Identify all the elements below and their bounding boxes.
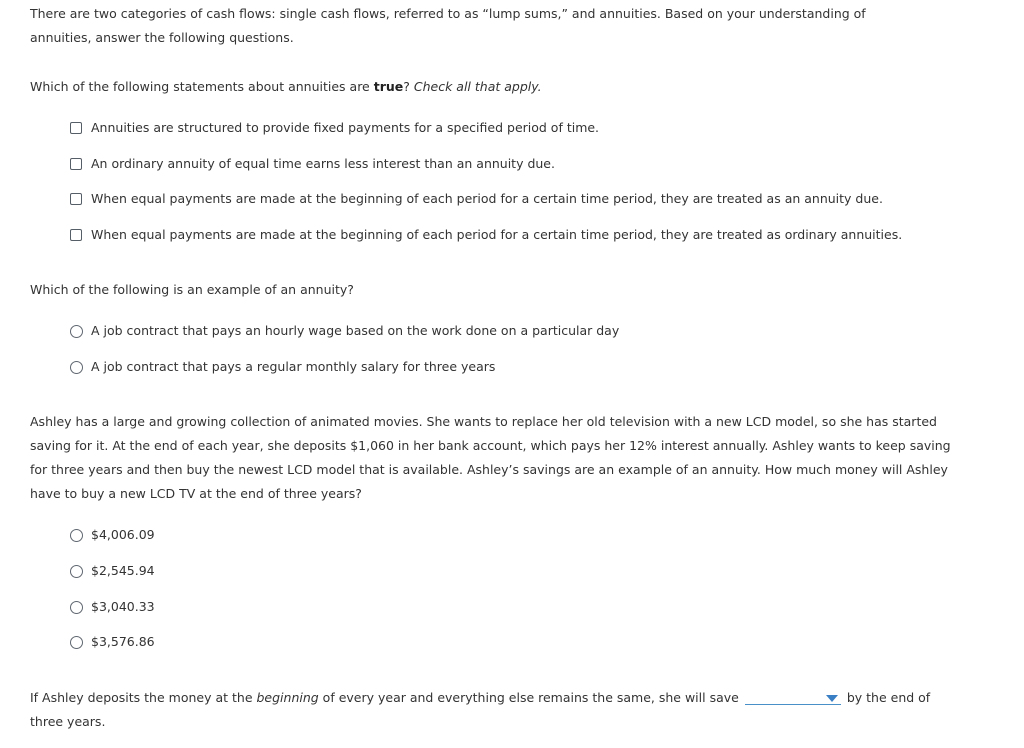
q1-option-2[interactable]: [70, 155, 555, 173]
q2-option-1[interactable]: [70, 322, 619, 340]
q2-prompt: Which of the following is an example of an annuity?: [30, 282, 354, 297]
q4-text-emphasis: beginning: [256, 690, 319, 705]
radio-button[interactable]: [70, 601, 83, 614]
radio-button[interactable]: [70, 325, 83, 338]
checkbox[interactable]: [70, 193, 82, 205]
checkbox[interactable]: [70, 122, 82, 134]
dropdown-arrow-icon[interactable]: [826, 695, 838, 702]
radio-button[interactable]: [70, 636, 83, 649]
q1-prompt: [30, 75, 542, 99]
radio-button[interactable]: [70, 565, 83, 578]
q2-option-2[interactable]: [70, 358, 495, 376]
q1-prompt-bold: true: [373, 79, 404, 94]
radio-button[interactable]: [70, 529, 83, 542]
q4-prompt: [30, 686, 965, 734]
q4-text-end: by the end of three years.: [30, 690, 931, 729]
q3-option-label: $4,006.09: [91, 527, 155, 542]
q3-prompt: Ashley has a large and growing collection of animated movies. She wants to replace her old television with a new LCD model, so she has started saving for it. At the end of each year, she deposits $1,060 in her bank account, which pays her 12% interest annually. Ashley wants to keep saving for three years and then buy the newest LCD model that is available. Ashley’s savings are an example of an annuity. How much money will Ashley have to buy a new LCD TV at the end of three years?: [30, 414, 951, 501]
q4-text-mid: of every year and everything else remains the same, she will save: [318, 690, 739, 705]
q1-prompt-mid: ?: [403, 79, 414, 94]
q1-option-label: When equal payments are made at the beginning of each period for a certain time period, they are treated as an annuity due.: [91, 191, 883, 206]
q3-option-4[interactable]: [70, 633, 155, 651]
q1-option-3[interactable]: [70, 190, 883, 208]
q1-option-label: An ordinary annuity of equal time earns less interest than an annuity due.: [91, 156, 555, 171]
q1-option-1[interactable]: [70, 119, 599, 137]
q4-text-start: If Ashley deposits the money at the: [30, 690, 257, 705]
answer-dropdown[interactable]: [745, 690, 841, 705]
q2-option-label: A job contract that pays an hourly wage based on the work done on a particular day: [91, 323, 620, 338]
q3-option-1[interactable]: [70, 526, 155, 544]
q1-prompt-start: Which of the following statements about annuities are: [30, 79, 374, 94]
radio-button[interactable]: [70, 361, 83, 374]
q3-option-3[interactable]: [70, 598, 155, 616]
checkbox[interactable]: [70, 158, 82, 170]
intro-text: There are two categories of cash flows: single cash flows, referred to as “lump sums,” and annuities. Based on your understanding of annuities, answer the following questions.: [30, 6, 866, 45]
q1-instruction: Check all that apply.: [413, 79, 542, 94]
q1-option-label: When equal payments are made at the beginning of each period for a certain time period, they are treated as ordinary annuities.: [91, 227, 903, 242]
q1-option-label: Annuities are structured to provide fixed payments for a specified period of time.: [91, 120, 600, 135]
q3-option-2[interactable]: [70, 562, 155, 580]
q3-option-label: $3,040.33: [91, 599, 155, 614]
q2-option-label: A job contract that pays a regular monthly salary for three years: [91, 359, 496, 374]
q1-option-4[interactable]: [70, 226, 902, 244]
q3-option-label: $2,545.94: [91, 563, 155, 578]
checkbox[interactable]: [70, 229, 82, 241]
q3-option-label: $3,576.86: [91, 634, 155, 649]
